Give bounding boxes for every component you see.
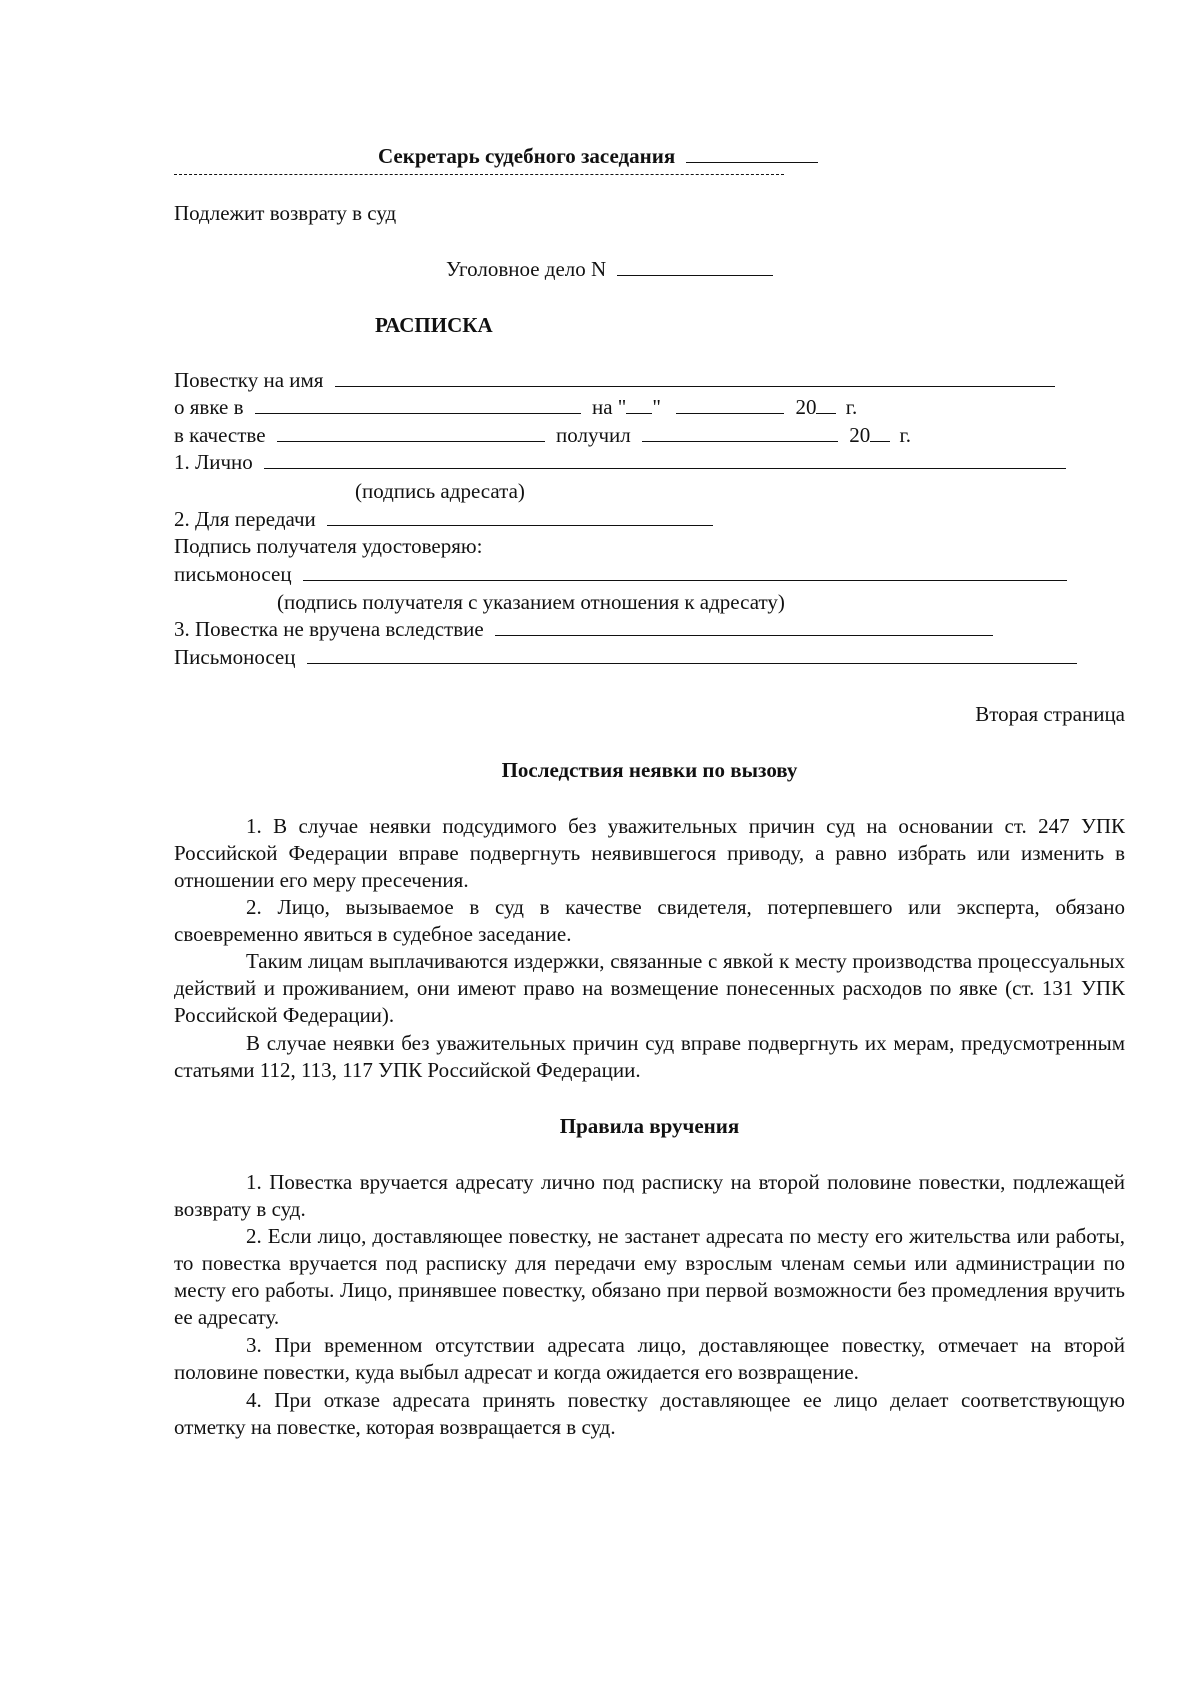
postman-signature-blank xyxy=(303,562,1067,581)
appearance-year-prefix: 20 xyxy=(795,395,817,419)
appearance-month-blank xyxy=(676,395,784,414)
section-consequences-paragraph xyxy=(174,894,1125,948)
personally-label: 1. Лично xyxy=(174,450,253,474)
paragraph-text: 2. Если лицо, доставляющее повестку, не застанет адресата по месту его жительства или работы, то повестка вручается под расписку для передачи ему взрослым членам семьи или администрации по месту его работы. Лицо, принявшее повестку, обязано при первой возможности без промедления вручить ее адресату. xyxy=(174,1224,1125,1329)
case-number-line xyxy=(446,256,773,282)
postman-label: письмоносец xyxy=(174,562,292,586)
secretary-line xyxy=(378,143,818,169)
section-delivery-rules-paragraph xyxy=(174,1332,1125,1386)
appearance-line xyxy=(174,394,857,420)
capacity-line xyxy=(174,422,911,448)
postman-2-blank xyxy=(307,645,1077,664)
paragraph-text: 1. Повестка вручается адресату лично под расписку на второй половине повестки, подлежащей возврату в суд. xyxy=(174,1170,1125,1221)
paragraph-text: В случае неявки без уважительных причин суд вправе подвергнуть их мерам, предусмотренным статьями 112, 113, 117 УПК Российской Федерации. xyxy=(174,1031,1125,1082)
received-year-blank xyxy=(870,423,890,442)
addressee-signature-hint: (подпись адресата) xyxy=(355,479,525,503)
not-delivered-label: 3. Повестка не вручена вследствие xyxy=(174,617,484,641)
section-delivery-rules-paragraph xyxy=(174,1223,1125,1331)
appearance-year-blank xyxy=(816,395,836,414)
for-transfer-label: 2. Для передачи xyxy=(174,507,316,531)
postman-line xyxy=(174,561,1067,587)
not-delivered-reason-blank xyxy=(495,617,993,636)
section-consequences-paragraph xyxy=(174,813,1125,894)
case-number-blank xyxy=(617,257,773,276)
second-page-label: Вторая страница xyxy=(975,702,1125,726)
summons-name-label: Повестку на имя xyxy=(174,368,324,392)
summons-name-line xyxy=(174,367,1055,393)
appearance-day-blank xyxy=(626,395,652,414)
capacity-label: в качестве xyxy=(174,423,266,447)
summons-name-blank xyxy=(335,368,1055,387)
received-year-suffix: г. xyxy=(899,423,912,447)
quote-close: " xyxy=(652,395,661,419)
return-note: Подлежит возврату в суд xyxy=(174,201,397,225)
personally-line xyxy=(174,449,1066,475)
section-title-consequences: Последствия неявки по вызову xyxy=(501,758,798,782)
section-title-delivery-rules: Правила вручения xyxy=(559,1114,740,1138)
appearance-label: о явке в xyxy=(174,395,244,419)
cut-line-divider xyxy=(174,174,784,175)
recipient-signature-hint: (подпись получателя с указанием отношения к адресату) xyxy=(277,590,785,614)
secretary-label: Секретарь судебного заседания xyxy=(378,144,676,168)
appearance-place-blank xyxy=(255,395,581,414)
paragraph-text: 3. При временном отсутствии адресата лицо, доставляющее повестку, отмечает на второй половине повестки, куда выбыл адресат и когда ожидается его возвращение. xyxy=(174,1333,1125,1384)
section-delivery-rules-paragraph xyxy=(174,1387,1125,1441)
case-label: Уголовное дело N xyxy=(446,257,607,281)
paragraph-text: Таким лицам выплачиваются издержки, связанные с явкой к месту производства процессуальных действий и проживанием, они имеют право на возмещение понесенных расходов по явке (ст. 131 УПК Российской Федерации). xyxy=(174,949,1125,1027)
paragraph-text: 1. В случае неявки подсудимого без уважительных причин суд на основании ст. 247 УПК Российской Федерации вправе подвергнуть неявившегося приводу, а равно избрать или изменить в отношении его меру пресечения. xyxy=(174,814,1125,892)
section-consequences-paragraph xyxy=(174,948,1125,1029)
capacity-blank xyxy=(277,423,545,442)
for-transfer-line xyxy=(174,506,713,532)
postman-line-2 xyxy=(174,644,1077,670)
secretary-signature-blank xyxy=(686,144,818,163)
section-delivery-rules-paragraph xyxy=(174,1169,1125,1223)
postman-label-2: Письмоносец xyxy=(174,645,296,669)
appearance-year-suffix: г. xyxy=(845,395,858,419)
personally-signature-blank xyxy=(264,450,1066,469)
paragraph-text: 4. При отказе адресата принять повестку доставляющее ее лицо делает соответствующую отметку на повестке, которая возвращается в суд. xyxy=(174,1388,1125,1439)
for-transfer-blank xyxy=(327,507,713,526)
received-year-prefix: 20 xyxy=(849,423,871,447)
on-label: на " xyxy=(592,395,627,419)
not-delivered-line xyxy=(174,616,993,642)
section-consequences-paragraph xyxy=(174,1030,1125,1084)
received-date-blank xyxy=(642,423,838,442)
paragraph-text: 2. Лицо, вызываемое в суд в качестве свидетеля, потерпевшего или эксперта, обязано своевременно явиться в судебное заседание. xyxy=(174,895,1125,946)
receipt-title: РАСПИСКА xyxy=(375,313,493,337)
received-label: получил xyxy=(556,423,631,447)
certify-label: Подпись получателя удостоверяю: xyxy=(174,534,483,558)
